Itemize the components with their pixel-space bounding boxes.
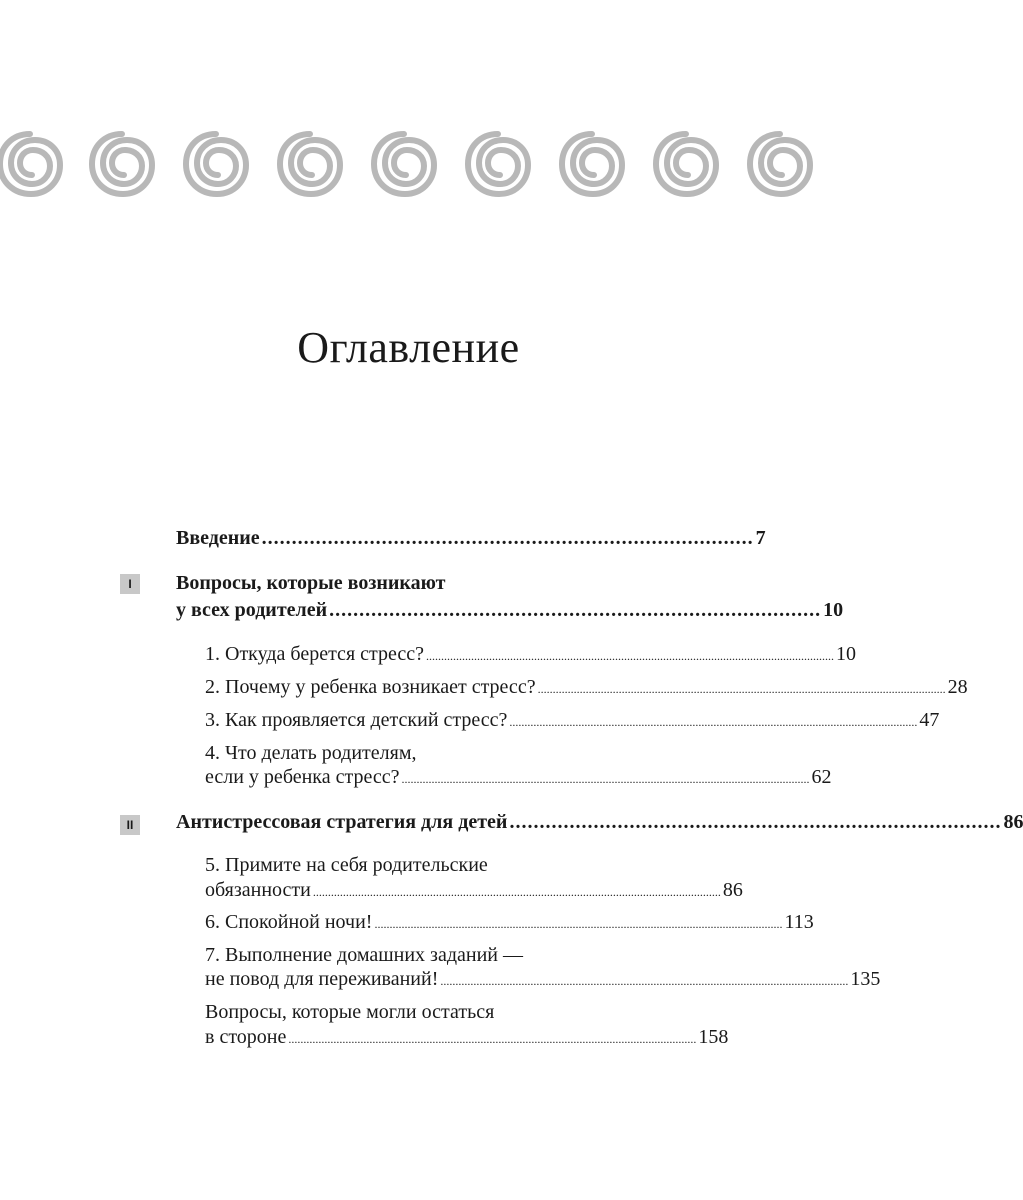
dot-leader: ........................................................................................................................................	[426, 649, 835, 663]
toc-page-number: 62	[811, 766, 832, 788]
toc-chapter-4[interactable]	[205, 766, 832, 789]
toc-entry-title: Введение	[176, 527, 260, 549]
toc-entry-intro[interactable]	[176, 527, 766, 550]
toc-page-number: 47	[919, 709, 940, 731]
dot-leader: ..................................................................................	[509, 811, 1002, 833]
toc-chapter-7[interactable]	[205, 968, 881, 991]
page-title: Оглавление	[297, 323, 520, 372]
part-numeral-badge: II	[120, 815, 140, 835]
toc-entry-title: 6. Спокойной ночи!	[205, 911, 373, 933]
toc-chapter-2[interactable]	[205, 676, 968, 699]
part-numeral-badge: I	[120, 574, 140, 594]
toc-entry-title: Антистрессовая стратегия для детей	[176, 811, 508, 833]
toc-entry-part2[interactable]	[176, 811, 1023, 834]
toc-page-number: 135	[850, 968, 881, 990]
toc-entry-part1[interactable]	[176, 599, 844, 622]
dot-leader: ........................................................................................................................................	[537, 682, 946, 696]
dot-leader: ........................................................................................................................................	[312, 885, 721, 899]
toc-entry-title: обязанности	[205, 879, 311, 901]
toc-chapter-5[interactable]	[205, 879, 743, 902]
toc-chapter-4-line1[interactable]: 4. Что делать родителям,	[205, 742, 417, 764]
toc-chapter-5-line1[interactable]: 5. Примите на себя родительские	[205, 854, 488, 876]
toc-questions-line1[interactable]: Вопросы, которые могли остаться	[205, 1001, 495, 1023]
dot-leader: ..................................................................................	[261, 527, 754, 549]
toc-entry-title: у всех родителей	[176, 599, 328, 621]
toc-page-number: 10	[836, 643, 857, 665]
dot-leader: ........................................................................................................................................	[509, 715, 918, 729]
toc-part-title-line1[interactable]: Вопросы, которые возникают	[176, 572, 446, 594]
toc-page-number: 86	[1003, 811, 1023, 833]
dot-leader: ..................................................................................	[329, 599, 822, 621]
toc-chapter-1[interactable]	[205, 643, 857, 666]
toc-page-number: 86	[722, 879, 743, 901]
toc-page-number: 10	[823, 599, 844, 621]
toc-page-number: 7	[755, 527, 766, 549]
toc-questions[interactable]	[205, 1026, 729, 1049]
toc-entry-title: не повод для переживаний!	[205, 968, 439, 990]
toc-entry-title: в стороне	[205, 1026, 287, 1048]
toc-page-number: 113	[784, 911, 814, 933]
toc-chapter-3[interactable]	[205, 709, 940, 732]
toc-entry-title: 3. Как проявляется детский стресс?	[205, 709, 508, 731]
toc-entry-title: если у ребенка стресс?	[205, 766, 400, 788]
dot-leader: ........................................................................................................................................	[440, 974, 849, 988]
toc-entry-title: 1. Откуда берется стресс?	[205, 643, 425, 665]
toc-page-number: 28	[947, 676, 968, 698]
toc-page-number: 158	[698, 1026, 729, 1048]
dot-leader: ........................................................................................................................................	[288, 1032, 697, 1046]
dot-leader: ........................................................................................................................................	[374, 917, 783, 931]
dot-leader: ........................................................................................................................................	[401, 772, 810, 786]
toc-chapter-6[interactable]	[205, 911, 814, 934]
toc-entry-title: 2. Почему у ребенка возникает стресс?	[205, 676, 536, 698]
toc-chapter-7-line1[interactable]: 7. Выполнение домашних заданий —	[205, 944, 523, 966]
